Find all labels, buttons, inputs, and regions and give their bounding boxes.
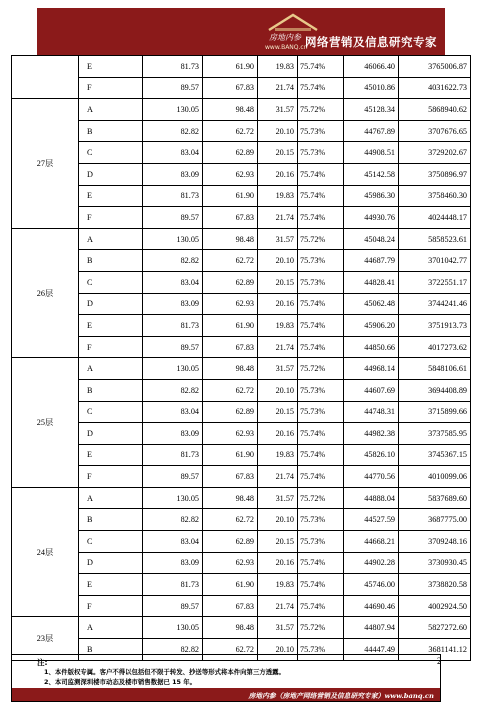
unit-price-cell: 44908.51 [344, 142, 399, 164]
ratio-cell: 75.73% [298, 509, 344, 531]
unit-price-table [11, 55, 471, 661]
area-cell: 89.57 [143, 595, 203, 617]
unit-cell: B [79, 120, 143, 142]
area-cell: 83.09 [143, 552, 203, 574]
area-cell: 82.82 [143, 250, 203, 272]
area-cell: 83.09 [143, 423, 203, 445]
area-cell: 81.73 [143, 56, 203, 78]
total-price-cell: 3758460.30 [399, 185, 471, 207]
unit-cell: E [79, 574, 143, 596]
table-row [12, 509, 471, 531]
shared-area-cell: 19.83 [258, 185, 298, 207]
shared-area-cell: 20.10 [258, 379, 298, 401]
ratio-cell: 75.74% [298, 185, 344, 207]
floor-cell: 24层 [12, 487, 79, 617]
shared-area-cell: 31.57 [258, 487, 298, 509]
shared-area-cell: 20.15 [258, 142, 298, 164]
ratio-cell: 75.72% [298, 99, 344, 121]
inner-area-cell: 62.72 [203, 639, 258, 661]
shared-area-cell: 20.16 [258, 163, 298, 185]
unit-price-cell: 44767.89 [344, 120, 399, 142]
shared-area-cell: 20.15 [258, 531, 298, 553]
shared-area-cell: 20.10 [258, 120, 298, 142]
table-row [12, 617, 471, 639]
total-price-cell: 3715899.66 [399, 401, 471, 423]
total-price-cell: 5868940.62 [399, 99, 471, 121]
area-cell: 130.05 [143, 617, 203, 639]
note-copyright: 1、本件版权专属。客户不得以包括但不限于转发、抄送等形式将本件向第三方透露。 [44, 668, 285, 676]
table-row [12, 552, 471, 574]
total-price-cell: 3750896.97 [399, 163, 471, 185]
shared-area-cell: 21.74 [258, 336, 298, 358]
logo-text: 房地内参 [269, 33, 301, 42]
table-row [12, 56, 471, 78]
unit-price-cell: 44982.38 [344, 423, 399, 445]
ratio-cell: 75.73% [298, 142, 344, 164]
footer-bar-text: 房地内参（房地产网络营销及信息研究专家）www.banq.cn [248, 692, 434, 700]
table-row [12, 358, 471, 380]
unit-price-cell: 45062.48 [344, 293, 399, 315]
unit-price-cell: 44968.14 [344, 358, 399, 380]
unit-price-cell: 44748.31 [344, 401, 399, 423]
table-row [12, 207, 471, 229]
area-cell: 82.82 [143, 509, 203, 531]
inner-area-cell: 61.90 [203, 444, 258, 466]
shared-area-cell: 31.57 [258, 358, 298, 380]
inner-area-cell: 98.48 [203, 99, 258, 121]
total-price-cell: 3729202.67 [399, 142, 471, 164]
unit-price-cell: 45906.20 [344, 315, 399, 337]
ratio-cell: 75.73% [298, 401, 344, 423]
unit-cell: A [79, 99, 143, 121]
shared-area-cell: 21.74 [258, 207, 298, 229]
table-row [12, 444, 471, 466]
shared-area-cell: 19.83 [258, 315, 298, 337]
ratio-cell: 75.72% [298, 228, 344, 250]
ratio-cell: 75.74% [298, 423, 344, 445]
unit-price-cell: 44527.59 [344, 509, 399, 531]
note-monitoring: 2、本司监测深圳楼市动态及楼市销售数据已 15 年。 [44, 678, 196, 686]
floor-cell: 25层 [12, 358, 79, 488]
shared-area-cell: 21.74 [258, 77, 298, 99]
total-price-cell: 5837689.60 [399, 487, 471, 509]
table-row [12, 401, 471, 423]
unit-cell: C [79, 142, 143, 164]
inner-area-cell: 61.90 [203, 56, 258, 78]
unit-cell: E [79, 56, 143, 78]
unit-cell: A [79, 228, 143, 250]
unit-cell: C [79, 271, 143, 293]
ratio-cell: 75.74% [298, 293, 344, 315]
area-cell: 82.82 [143, 639, 203, 661]
unit-cell: F [79, 207, 143, 229]
unit-price-cell: 44687.79 [344, 250, 399, 272]
inner-area-cell: 62.89 [203, 271, 258, 293]
table-row [12, 595, 471, 617]
total-price-cell: 3737585.95 [399, 423, 471, 445]
inner-area-cell: 61.90 [203, 574, 258, 596]
unit-cell: C [79, 401, 143, 423]
table-row [12, 531, 471, 553]
shared-area-cell: 21.74 [258, 595, 298, 617]
table-row [12, 99, 471, 121]
ratio-cell: 75.74% [298, 56, 344, 78]
ratio-cell: 75.73% [298, 120, 344, 142]
ratio-cell: 75.74% [298, 444, 344, 466]
area-cell: 130.05 [143, 487, 203, 509]
area-cell: 83.04 [143, 531, 203, 553]
unit-price-cell: 45142.58 [344, 163, 399, 185]
inner-area-cell: 62.89 [203, 531, 258, 553]
unit-cell: C [79, 531, 143, 553]
ratio-cell: 75.74% [298, 595, 344, 617]
table-row [12, 336, 471, 358]
table-row [12, 379, 471, 401]
inner-area-cell: 62.89 [203, 142, 258, 164]
table-row [12, 163, 471, 185]
area-cell: 81.73 [143, 185, 203, 207]
inner-area-cell: 62.89 [203, 401, 258, 423]
table-row [12, 120, 471, 142]
table-row [12, 185, 471, 207]
area-cell: 89.57 [143, 77, 203, 99]
ratio-cell: 75.74% [298, 315, 344, 337]
shared-area-cell: 21.74 [258, 466, 298, 488]
unit-price-cell: 45826.10 [344, 444, 399, 466]
unit-price-cell: 44770.56 [344, 466, 399, 488]
inner-area-cell: 67.83 [203, 207, 258, 229]
area-cell: 81.73 [143, 444, 203, 466]
inner-area-cell: 61.90 [203, 185, 258, 207]
unit-cell: B [79, 250, 143, 272]
unit-price-cell: 44930.76 [344, 207, 399, 229]
footer-bar [12, 688, 440, 701]
unit-price-cell: 44828.41 [344, 271, 399, 293]
total-price-cell: 3722551.17 [399, 271, 471, 293]
unit-cell: B [79, 639, 143, 661]
table-row [12, 250, 471, 272]
floor-cell: 27层 [12, 99, 79, 229]
total-price-cell: 3738820.58 [399, 574, 471, 596]
shared-area-cell: 19.83 [258, 444, 298, 466]
total-price-cell: 3744241.46 [399, 293, 471, 315]
total-price-cell: 3709248.16 [399, 531, 471, 553]
ratio-cell: 75.73% [298, 379, 344, 401]
total-price-cell: 5848106.61 [399, 358, 471, 380]
total-price-cell: 3681141.12 [399, 639, 471, 661]
unit-price-cell: 44607.69 [344, 379, 399, 401]
unit-cell: F [79, 595, 143, 617]
total-price-cell: 3730930.45 [399, 552, 471, 574]
shared-area-cell: 20.10 [258, 639, 298, 661]
inner-area-cell: 67.83 [203, 336, 258, 358]
unit-price-cell: 44850.66 [344, 336, 399, 358]
inner-area-cell: 67.83 [203, 595, 258, 617]
inner-area-cell: 98.48 [203, 228, 258, 250]
inner-area-cell: 62.72 [203, 250, 258, 272]
total-price-cell: 4002924.50 [399, 595, 471, 617]
ratio-cell: 75.74% [298, 336, 344, 358]
ratio-cell: 75.73% [298, 250, 344, 272]
ratio-cell: 75.73% [298, 639, 344, 661]
shared-area-cell: 20.15 [258, 401, 298, 423]
unit-price-cell: 44447.49 [344, 639, 399, 661]
ratio-cell: 75.74% [298, 552, 344, 574]
unit-cell: F [79, 466, 143, 488]
unit-cell: F [79, 336, 143, 358]
unit-cell: E [79, 444, 143, 466]
area-cell: 82.82 [143, 120, 203, 142]
area-cell: 130.05 [143, 358, 203, 380]
inner-area-cell: 98.48 [203, 487, 258, 509]
area-cell: 83.04 [143, 271, 203, 293]
total-price-cell: 4010099.06 [399, 466, 471, 488]
table-row [12, 315, 471, 337]
page-number: 2 [437, 656, 442, 666]
unit-cell: B [79, 379, 143, 401]
ratio-cell: 75.72% [298, 617, 344, 639]
total-price-cell: 3687775.00 [399, 509, 471, 531]
ratio-cell: 75.72% [298, 358, 344, 380]
shared-area-cell: 31.57 [258, 228, 298, 250]
shared-area-cell: 31.57 [258, 617, 298, 639]
unit-price-cell: 44807.94 [344, 617, 399, 639]
ratio-cell: 75.73% [298, 271, 344, 293]
area-cell: 83.09 [143, 293, 203, 315]
unit-cell: A [79, 617, 143, 639]
shared-area-cell: 20.16 [258, 552, 298, 574]
unit-cell: E [79, 185, 143, 207]
shared-area-cell: 19.83 [258, 56, 298, 78]
inner-area-cell: 62.93 [203, 163, 258, 185]
total-price-cell: 3745367.15 [399, 444, 471, 466]
total-price-cell: 5827272.60 [399, 617, 471, 639]
unit-price-cell: 44902.28 [344, 552, 399, 574]
unit-price-cell: 45128.34 [344, 99, 399, 121]
shared-area-cell: 19.83 [258, 574, 298, 596]
unit-cell: D [79, 163, 143, 185]
area-cell: 89.57 [143, 336, 203, 358]
table-row [12, 293, 471, 315]
unit-price-cell: 45986.30 [344, 185, 399, 207]
area-cell: 81.73 [143, 574, 203, 596]
unit-cell: D [79, 423, 143, 445]
table-row [12, 228, 471, 250]
total-price-cell: 3707676.65 [399, 120, 471, 142]
unit-price-cell: 45010.86 [344, 77, 399, 99]
inner-area-cell: 62.93 [203, 293, 258, 315]
unit-cell: D [79, 293, 143, 315]
total-price-cell: 5858523.61 [399, 228, 471, 250]
shared-area-cell: 20.10 [258, 250, 298, 272]
inner-area-cell: 62.72 [203, 509, 258, 531]
floor-cell [12, 56, 79, 99]
note-label: 注: [37, 658, 48, 667]
ratio-cell: 75.74% [298, 466, 344, 488]
table-row [12, 574, 471, 596]
area-cell: 82.82 [143, 379, 203, 401]
shared-area-cell: 20.10 [258, 509, 298, 531]
area-cell: 89.57 [143, 207, 203, 229]
page-header [37, 8, 445, 55]
table-row [12, 487, 471, 509]
ratio-cell: 75.74% [298, 207, 344, 229]
unit-price-cell: 45746.00 [344, 574, 399, 596]
table-row [12, 271, 471, 293]
area-cell: 130.05 [143, 228, 203, 250]
inner-area-cell: 62.72 [203, 120, 258, 142]
unit-price-cell: 45048.24 [344, 228, 399, 250]
ratio-cell: 75.74% [298, 163, 344, 185]
area-cell: 130.05 [143, 99, 203, 121]
floor-cell: 26层 [12, 228, 79, 358]
table-row [12, 142, 471, 164]
shared-area-cell: 20.16 [258, 293, 298, 315]
inner-area-cell: 98.48 [203, 617, 258, 639]
ratio-cell: 75.74% [298, 574, 344, 596]
table-row [12, 423, 471, 445]
total-price-cell: 3694408.89 [399, 379, 471, 401]
inner-area-cell: 62.93 [203, 423, 258, 445]
inner-area-cell: 62.93 [203, 552, 258, 574]
table-row [12, 466, 471, 488]
logo-url: www.BANQ.cn [265, 44, 308, 51]
ratio-cell: 75.73% [298, 531, 344, 553]
inner-area-cell: 62.72 [203, 379, 258, 401]
floor-cell: 23层 [12, 617, 79, 660]
inner-area-cell: 61.90 [203, 315, 258, 337]
unit-cell: A [79, 358, 143, 380]
total-price-cell: 4031622.73 [399, 77, 471, 99]
inner-area-cell: 67.83 [203, 77, 258, 99]
unit-cell: E [79, 315, 143, 337]
shared-area-cell: 20.15 [258, 271, 298, 293]
unit-cell: B [79, 509, 143, 531]
area-cell: 83.04 [143, 142, 203, 164]
shared-area-cell: 31.57 [258, 99, 298, 121]
shared-area-cell: 20.16 [258, 423, 298, 445]
total-price-cell: 3701042.77 [399, 250, 471, 272]
unit-cell: F [79, 77, 143, 99]
total-price-cell: 4017273.62 [399, 336, 471, 358]
unit-price-cell: 44690.46 [344, 595, 399, 617]
inner-area-cell: 98.48 [203, 358, 258, 380]
unit-price-cell: 44888.04 [344, 487, 399, 509]
unit-cell: D [79, 552, 143, 574]
unit-price-cell: 46066.40 [344, 56, 399, 78]
header-title: 网络营销及信息研究专家 [305, 35, 437, 49]
unit-cell: A [79, 487, 143, 509]
unit-price-cell: 44668.21 [344, 531, 399, 553]
inner-area-cell: 67.83 [203, 466, 258, 488]
total-price-cell: 3751913.73 [399, 315, 471, 337]
ratio-cell: 75.72% [298, 487, 344, 509]
total-price-cell: 4024448.17 [399, 207, 471, 229]
table-row [12, 77, 471, 99]
total-price-cell: 3765006.87 [399, 56, 471, 78]
area-cell: 83.09 [143, 163, 203, 185]
area-cell: 83.04 [143, 401, 203, 423]
area-cell: 81.73 [143, 315, 203, 337]
area-cell: 89.57 [143, 466, 203, 488]
ratio-cell: 75.74% [298, 77, 344, 99]
footer-notes [11, 654, 441, 702]
